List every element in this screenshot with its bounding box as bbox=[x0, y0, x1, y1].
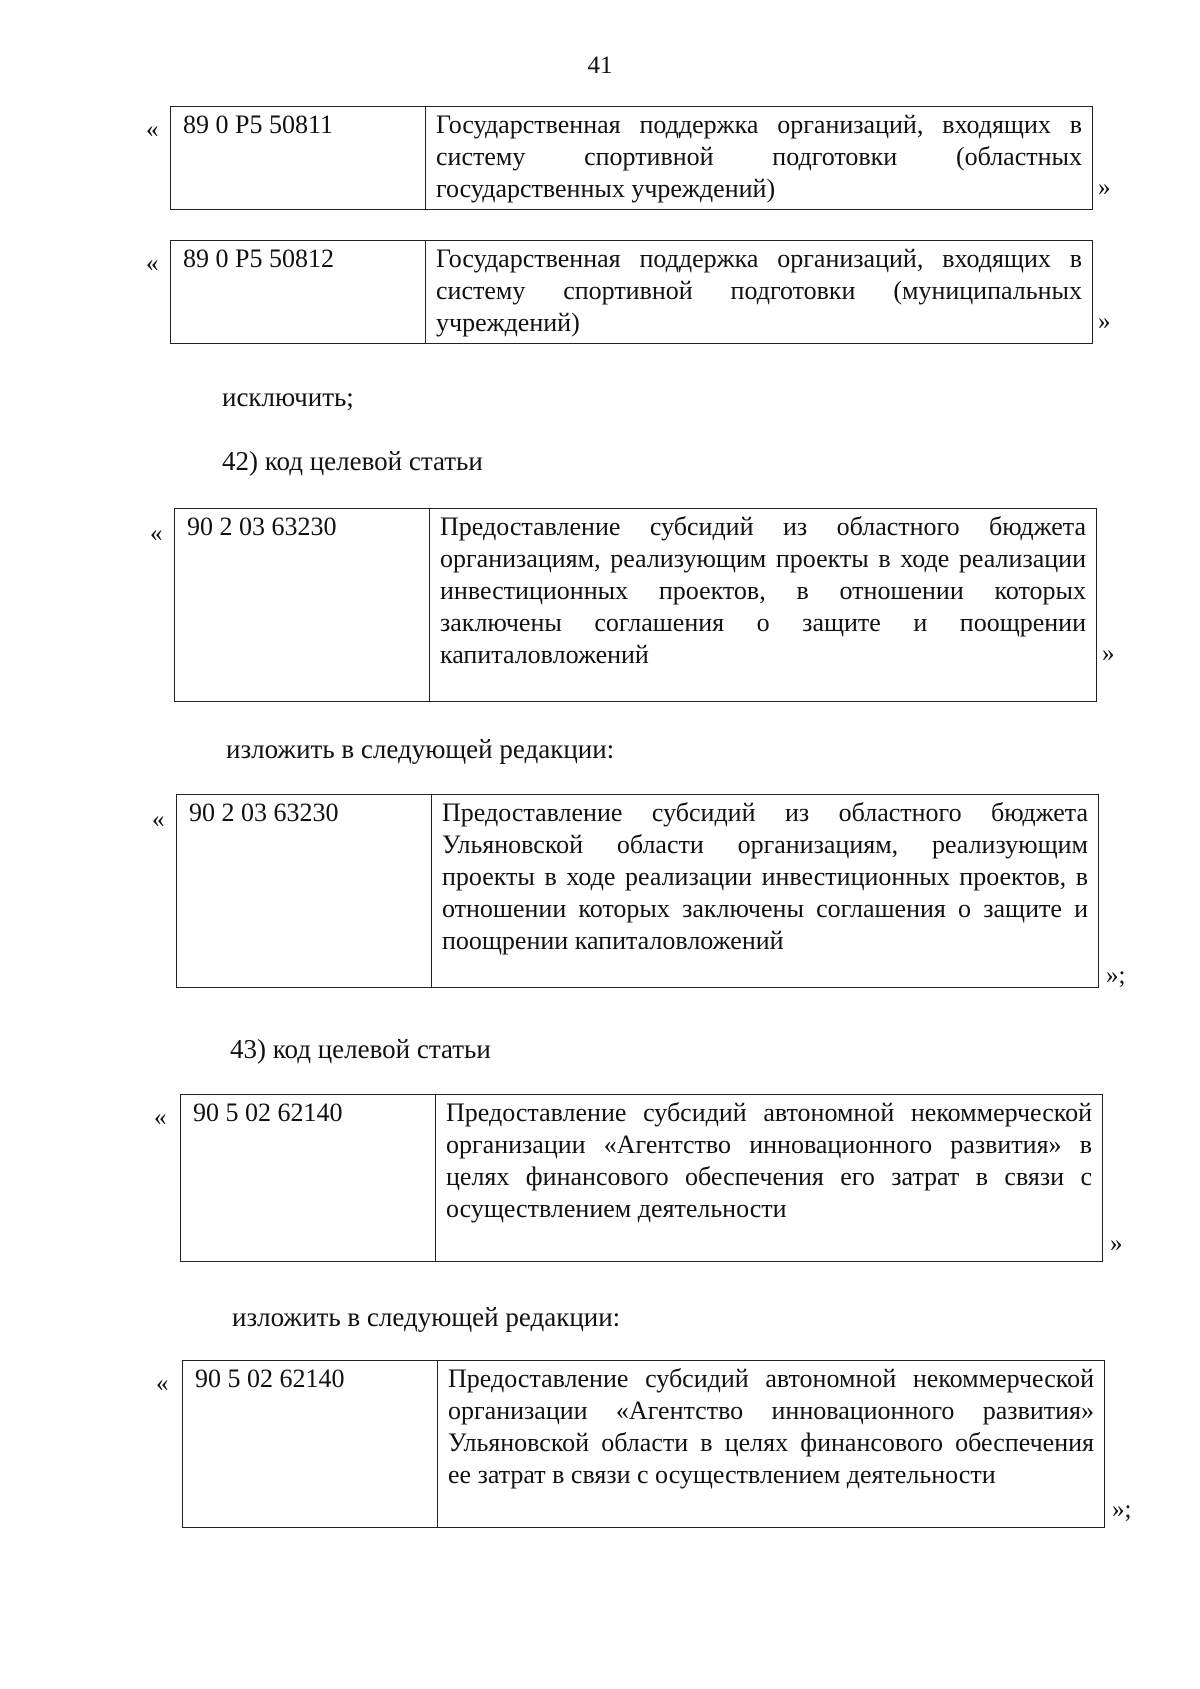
opening-quote: « bbox=[150, 520, 163, 547]
code-table bbox=[174, 508, 1097, 702]
table-row bbox=[171, 107, 1093, 210]
target-code: 89 0 P5 50811 bbox=[171, 107, 426, 210]
code-table bbox=[182, 1360, 1105, 1528]
instruction-new-wording: изложить в следующей редакции: bbox=[232, 1302, 621, 1332]
code-table bbox=[170, 240, 1093, 344]
target-description: Предоставление субсидий из областного бюджета Ульяновской области организациям, реализующим проекты в ходе реализации инвестиционных проектов, в отношении которых заключены соглашения о защите и поощрении капиталовложений bbox=[432, 795, 1099, 988]
target-description: Предоставление субсидий автономной некоммерческой организации «Агентство инновационного развития» Ульяновской области в целях финансового обеспечения ее затрат в связи с осуществлением деятельности bbox=[438, 1361, 1105, 1528]
table-row bbox=[175, 509, 1097, 702]
opening-quote: « bbox=[146, 116, 159, 143]
closing-quote: » bbox=[1110, 1230, 1123, 1257]
closing-quote: »; bbox=[1106, 962, 1126, 989]
closing-quote: » bbox=[1098, 174, 1111, 201]
closing-quote: » bbox=[1102, 640, 1115, 667]
code-table bbox=[176, 794, 1099, 988]
closing-quote: »; bbox=[1112, 1496, 1132, 1523]
page-number: 41 bbox=[587, 52, 613, 79]
target-code: 90 5 02 62140 bbox=[183, 1361, 438, 1528]
opening-quote: « bbox=[156, 1370, 169, 1397]
code-table bbox=[170, 106, 1093, 210]
table-row bbox=[171, 241, 1093, 344]
target-description: Государственная поддержка организаций, входящих в систему спортивной подготовки (муниципальных учреждений) bbox=[426, 241, 1093, 344]
table-row bbox=[183, 1361, 1105, 1528]
target-description: Государственная поддержка организаций, входящих в систему спортивной подготовки (областных государственных учреждений) bbox=[426, 107, 1093, 210]
target-description: Предоставление субсидий из областного бюджета организациям, реализующим проекты в ходе реализации инвестиционных проектов, в отношении которых заключены соглашения о защите и поощрении капиталовложений bbox=[430, 509, 1097, 702]
target-code: 90 5 02 62140 bbox=[181, 1095, 436, 1262]
target-description: Предоставление субсидий автономной некоммерческой организации «Агентство инновационного развития» в целях финансового обеспечения его затрат в связи с осуществлением деятельности bbox=[436, 1095, 1103, 1262]
closing-quote: » bbox=[1098, 308, 1111, 335]
opening-quote: « bbox=[146, 250, 159, 277]
target-code: 89 0 P5 50812 bbox=[171, 241, 426, 344]
section-heading-42: 42) код целевой статьи bbox=[222, 446, 483, 476]
table-row bbox=[177, 795, 1099, 988]
instruction-exclude: исключить; bbox=[222, 382, 354, 412]
table-row bbox=[181, 1095, 1103, 1262]
target-code: 90 2 03 63230 bbox=[175, 509, 430, 702]
code-table bbox=[180, 1094, 1103, 1262]
section-heading-43: 43) код целевой статьи bbox=[230, 1034, 491, 1064]
opening-quote: « bbox=[152, 806, 165, 833]
instruction-new-wording: изложить в следующей редакции: bbox=[226, 734, 615, 764]
opening-quote: « bbox=[154, 1104, 167, 1131]
target-code: 90 2 03 63230 bbox=[177, 795, 432, 988]
